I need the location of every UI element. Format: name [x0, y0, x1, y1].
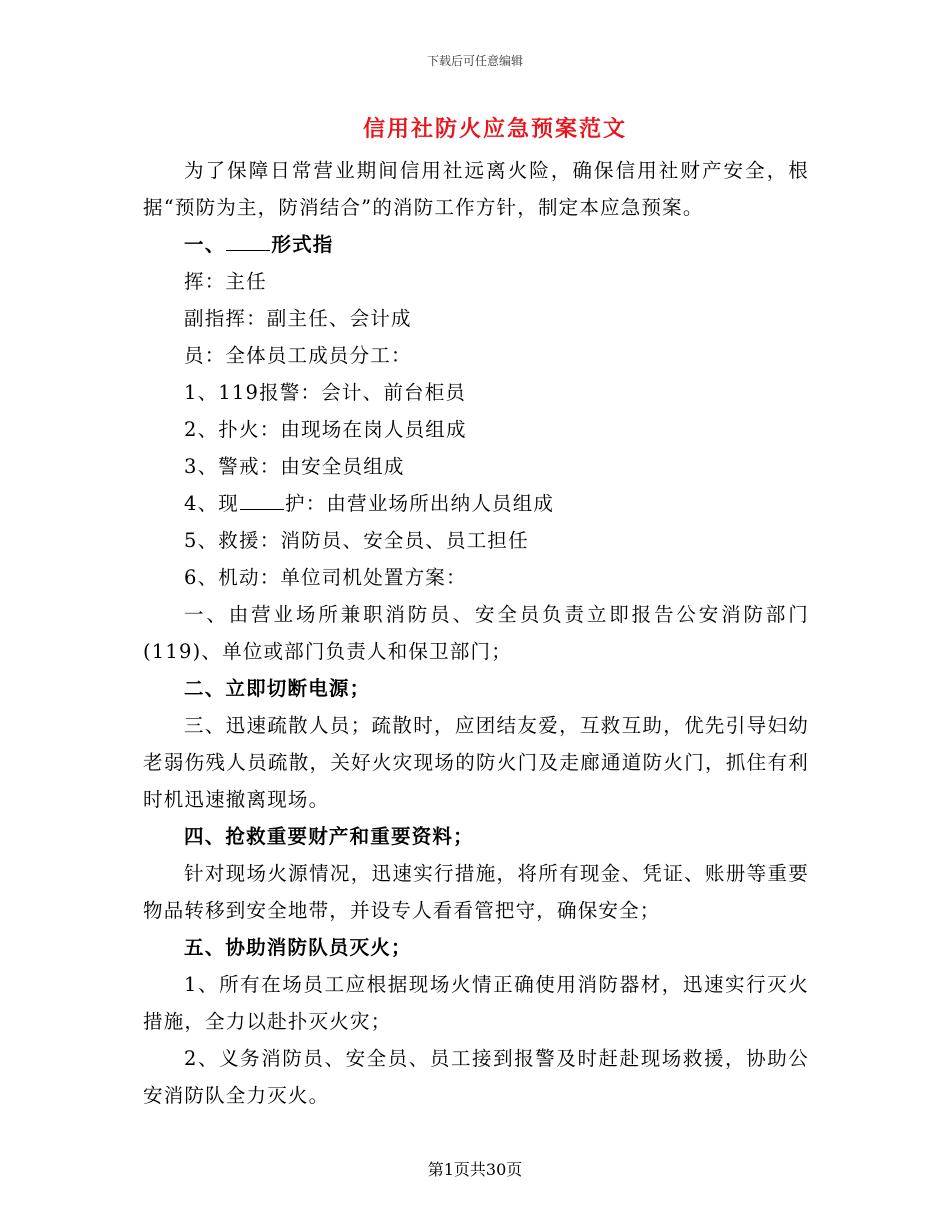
document-title: 信用社防火应急预案范文	[362, 116, 627, 142]
duty-item-6: 6、机动：单位司机处置方案：	[184, 566, 467, 589]
document-body	[143, 152, 809, 1114]
duty-item-5: 5、救援：消防员、安全员、员工担任	[184, 529, 529, 552]
blank-underline	[240, 491, 284, 510]
procedure-step-2: 二、立即切断电源；	[184, 677, 371, 700]
page-number: 第1页共30页	[427, 1160, 523, 1179]
duty-item-3: 3、警戒：由安全员组成	[184, 455, 405, 478]
procedure-step-3: 三、迅速疏散人员；疏散时，应团结友爱，互救互助，优先引导妇幼老弱伤残人员疏散，关好火灾现场的防火门及走廊通道防火门，抓住有利时机迅速撤离现场。	[143, 714, 809, 811]
section-1-number: 一、	[184, 233, 226, 256]
deputy-commander-line: 副指挥：副主任、会计成	[184, 307, 412, 330]
section-1-heading	[143, 226, 809, 263]
blank-underline	[226, 232, 270, 251]
procedure-step-1: 一、由营业场所兼职消防员、安全员负责立即报告公安消防部门(119)、单位或部门负责人和保卫部门；	[143, 603, 809, 663]
header-note: 下载后可任意编辑	[426, 54, 523, 68]
duty-item-4	[143, 485, 809, 522]
duty-item-2: 2、扑火：由现场在岗人员组成	[184, 418, 467, 441]
procedure-step-5-item-2: 2、义务消防员、安全员、员工接到报警及时赶赴现场救援，协助公安消防队全力灭火。	[143, 1047, 809, 1107]
procedure-step-4: 四、抢救重要财产和重要资料；	[184, 825, 474, 848]
procedure-step-5: 五、协助消防队员灭火；	[184, 936, 412, 959]
procedure-step-4-text: 针对现场火源情况，迅速实行措施，将所有现金、凭证、账册等重要物品转移到安全地带，并设专人看看管把守，确保安全；	[143, 862, 809, 922]
procedure-step-5-item-1: 1、所有在场员工应根据现场火情正确使用消防器材，迅速实行灭火措施，全力以赴扑灭火灾；	[143, 973, 809, 1033]
duty-item-4-start: 4、现	[184, 492, 240, 515]
intro-paragraph: 为了保障日常营业期间信用社远离火险，确保信用社财产安全，根据“预防为主，防消结合”的消防工作方针，制定本应急预案。	[143, 159, 809, 219]
commander-line: 挥：主任	[184, 270, 267, 293]
duty-item-4-end: 护：由营业场所出纳人员组成	[285, 492, 555, 515]
members-line: 员：全体员工成员分工：	[184, 344, 412, 367]
duty-item-1: 1、119报警：会计、前台柜员	[184, 381, 467, 404]
section-1-title: 形式指	[271, 233, 334, 256]
